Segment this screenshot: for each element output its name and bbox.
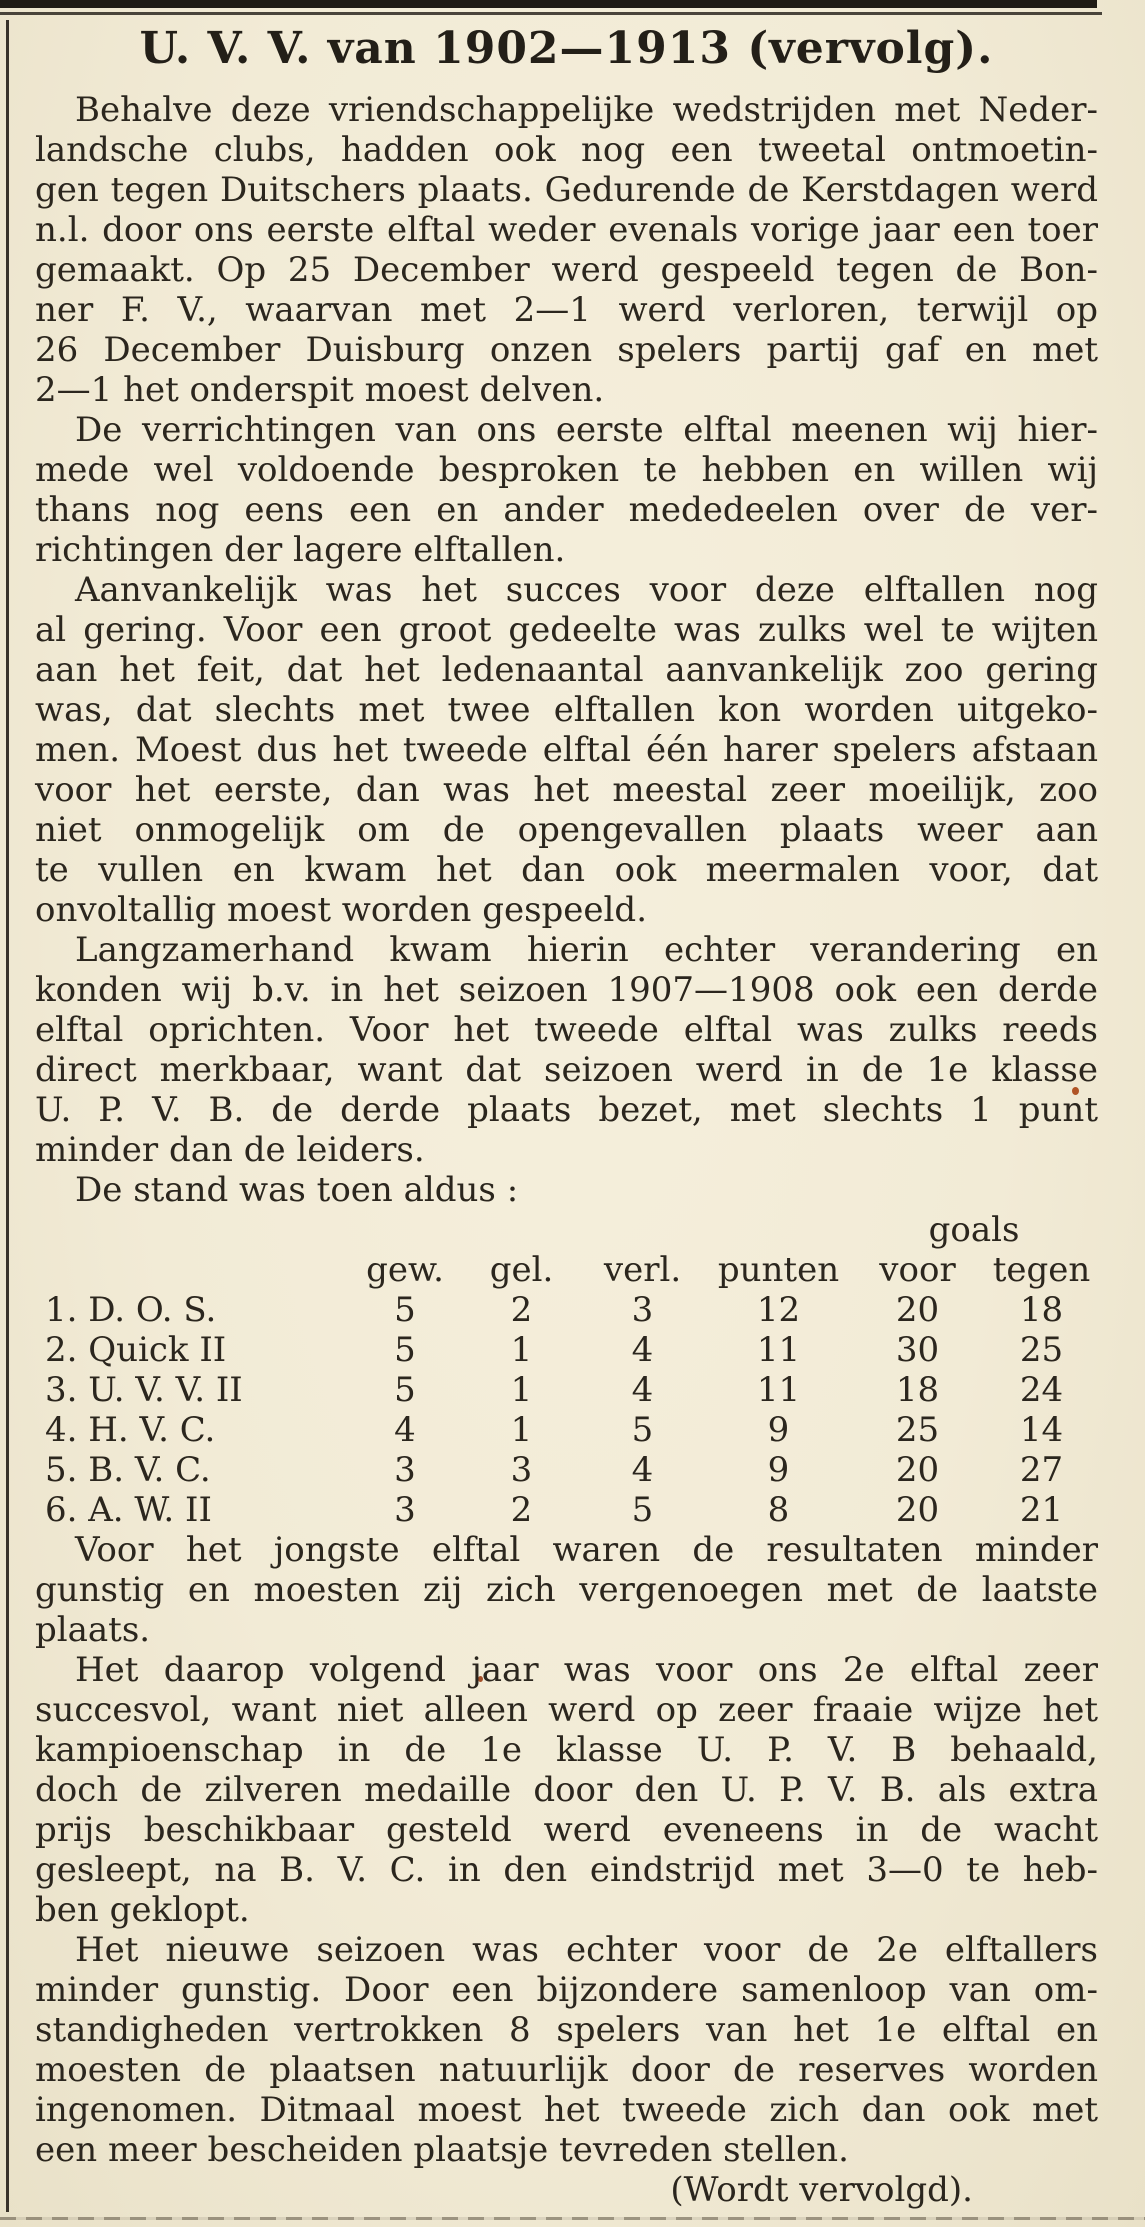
text-line: landsche clubs, hadden ook nog een tweetal ontmoetin- <box>35 130 1098 170</box>
column-divider-rule <box>6 20 9 2212</box>
table-cell: 1 <box>510 1410 533 1450</box>
paragraph <box>35 570 1098 930</box>
table-cell: 4 <box>631 1370 654 1410</box>
header-thin-rule <box>0 12 1102 15</box>
paragraph <box>35 90 1098 410</box>
table-cell: 3 <box>510 1450 533 1490</box>
text-line: Het daarop volgend jaar was voor ons 2e elftal zeer <box>75 1650 1098 1690</box>
text-line: gen tegen Duitschers plaats. Gedurende de Kerstdagen werd <box>35 170 1098 210</box>
table-cell: 30 <box>895 1330 940 1370</box>
table-cell: 21 <box>1019 1490 1064 1530</box>
table-cell: 2 <box>510 1290 533 1330</box>
paragraph <box>35 1650 1098 1930</box>
text-line: prijs beschikbaar gesteld werd eveneens in de wacht <box>35 1810 1098 1850</box>
table-cell: 4 <box>631 1450 654 1490</box>
paragraph <box>35 930 1098 1170</box>
text-line: gunstig en moesten zij zich vergenoegen met de laatste <box>35 1570 1098 1610</box>
table-cell: 12 <box>756 1290 801 1330</box>
text-line: kampioenschap in de 1e klasse U. P. V. B behaald, <box>35 1730 1098 1770</box>
club-name: 6. A. W. II <box>45 1490 212 1530</box>
continuation-note: (Wordt vervolgd). <box>670 2170 973 2210</box>
text-line: onvoltallig moest worden gespeeld. <box>35 890 647 930</box>
text-line: was, dat slechts met twee elftallen kon worden uitgeko- <box>35 690 1098 730</box>
column-header: gew. <box>366 1250 444 1290</box>
column-header: punten <box>717 1250 840 1290</box>
column-header: tegen <box>992 1250 1091 1290</box>
paragraph <box>35 410 1098 570</box>
column-header: voor <box>879 1250 956 1290</box>
empty-cell <box>45 1250 345 1290</box>
table-cell: 9 <box>767 1410 790 1450</box>
table-cell: 9 <box>767 1450 790 1490</box>
table-cell: 14 <box>1019 1410 1064 1450</box>
column-header-row <box>45 1250 1098 1290</box>
table-cell: 5 <box>394 1370 416 1410</box>
club-name: 5. B. V. C. <box>45 1450 211 1490</box>
text-line: ner F. V., waarvan met 2—1 werd verloren, terwijl op <box>35 290 1098 330</box>
text-line: men. Moest dus het tweede elftal één harer spelers afstaan <box>35 730 1098 770</box>
table-cell: 11 <box>756 1330 801 1370</box>
table-cell: 3 <box>394 1450 416 1490</box>
table-cell: 8 <box>767 1490 790 1530</box>
text-line: mede wel voldoende besproken te hebben en willen wij <box>35 450 1098 490</box>
text-line: U. P. V. B. de derde plaats bezet, met slechts 1 punt <box>35 1090 1098 1130</box>
paragraph <box>35 1930 1098 2170</box>
text-line: Behalve deze vriendschappelijke wedstrijden met Neder- <box>75 90 1098 130</box>
text-line: te vullen en kwam het dan ook meermalen voor, dat <box>35 850 1098 890</box>
paragraph <box>35 1170 1098 1210</box>
table-cell: 3 <box>631 1290 654 1330</box>
text-line: Aanvankelijk was het succes voor deze elftallen nog <box>75 570 1098 610</box>
header-thick-rule <box>0 0 1097 8</box>
table-cell: 5 <box>394 1290 416 1330</box>
text-line: doch de zilveren medaille door den U. P. V. B. als extra <box>35 1770 1098 1810</box>
club-name: 1. D. O. S. <box>45 1290 217 1330</box>
table-cell: 20 <box>895 1490 940 1530</box>
table-cell: 20 <box>895 1450 940 1490</box>
text-line: konden wij b.v. in het seizoen 1907—1908 ook een derde <box>35 970 1098 1010</box>
table-cell: 2 <box>510 1490 533 1530</box>
text-line: De stand was toen aldus : <box>75 1170 519 1210</box>
table-cell: 20 <box>895 1290 940 1330</box>
text-line: De verrichtingen van ons eerste elftal meenen wij hier- <box>75 410 1098 450</box>
standings-row <box>45 1370 1098 1410</box>
text-line: Voor het jongste elftal waren de resultaten minder <box>75 1530 1098 1570</box>
club-name: 3. U. V. V. II <box>45 1370 243 1410</box>
text-line: al gering. Voor een groot gedeelte was zulks wel te wijten <box>35 610 1098 650</box>
text-line: een meer bescheiden plaatsje tevreden stellen. <box>35 2130 849 2170</box>
page-title: U. V. V. van 1902—1913 (vervolg). <box>139 23 994 74</box>
text-line: ben geklopt. <box>35 1890 250 1930</box>
table-cell: 27 <box>1019 1450 1064 1490</box>
standings-row <box>45 1490 1098 1530</box>
text-line: gemaakt. Op 25 December werd gespeeld tegen de Bon- <box>35 250 1098 290</box>
standings-row <box>45 1290 1098 1330</box>
text-line: direct merkbaar, want dat seizoen werd in de 1e klasse <box>35 1050 1098 1090</box>
table-cell: 1 <box>510 1330 533 1370</box>
goals-header-row <box>45 1210 1098 1250</box>
bottom-edge-rule <box>0 2217 1145 2220</box>
table-cell: 5 <box>631 1490 654 1530</box>
table-cell: 25 <box>1019 1330 1064 1370</box>
article <box>35 24 1098 2210</box>
table-cell: 5 <box>394 1330 416 1370</box>
text-line: n.l. door ons eerste elftal weder evenals vorige jaar een toer <box>35 210 1098 250</box>
table-cell: 25 <box>895 1410 940 1450</box>
text-line: plaats. <box>35 1610 151 1650</box>
text-line: thans nog eens een en ander mededeelen over de ver- <box>35 490 1098 530</box>
table-cell: 4 <box>394 1410 416 1450</box>
table-cell: 5 <box>631 1410 654 1450</box>
text-line: Langzamerhand kwam hierin echter verandering en <box>75 930 1098 970</box>
text-line: standigheden vertrokken 8 spelers van het 1e elftal en <box>35 2010 1098 2050</box>
goals-label: goals <box>928 1210 1020 1250</box>
text-line: succesvol, want niet alleen werd op zeer fraaie wijze het <box>35 1690 1098 1730</box>
text-line: niet onmogelijk om de opengevallen plaats weer aan <box>35 810 1098 850</box>
text-line: gesleept, na B. V. C. in den eindstrijd met 3—0 te heb- <box>35 1850 1098 1890</box>
text-line: elftal oprichten. Voor het tweede elftal was zulks reeds <box>35 1010 1098 1050</box>
table-cell: 24 <box>1019 1370 1064 1410</box>
text-line: minder gunstig. Door een bijzondere samenloop van om- <box>35 1970 1098 2010</box>
table-cell: 18 <box>1019 1290 1064 1330</box>
text-line: aan het feit, dat het ledenaantal aanvankelijk zoo gering <box>35 650 1098 690</box>
column-header: verl. <box>603 1250 682 1290</box>
text-line: 2—1 het onderspit moest delven. <box>35 370 605 410</box>
text-line: Het nieuwe seizoen was echter voor de 2e elftallers <box>75 1930 1098 1970</box>
standings-row <box>45 1410 1098 1450</box>
table-cell: 11 <box>756 1370 801 1410</box>
text-line: ingenomen. Ditmaal moest het tweede zich dan ook met <box>35 2090 1098 2130</box>
club-name: 2. Quick II <box>45 1330 227 1370</box>
column-header: gel. <box>489 1250 554 1290</box>
table-cell: 18 <box>895 1370 940 1410</box>
empty-cell <box>45 1210 850 1250</box>
table-cell: 4 <box>631 1330 654 1370</box>
standings-table <box>45 1210 1098 1530</box>
table-cell: 1 <box>510 1370 533 1410</box>
table-cell: 3 <box>394 1490 416 1530</box>
text-line: moesten de plaatsen natuurlijk door de reserves worden <box>35 2050 1098 2090</box>
club-name: 4. H. V. C. <box>45 1410 216 1450</box>
text-line: richtingen der lagere elftallen. <box>35 530 566 570</box>
standings-row <box>45 1330 1098 1370</box>
standings-row <box>45 1450 1098 1490</box>
text-line: 26 December Duisburg onzen spelers partij gaf en met <box>35 330 1098 370</box>
text-line: voor het eerste, dan was het meestal zeer moeilijk, zoo <box>35 770 1098 810</box>
paragraph <box>35 1530 1098 1650</box>
text-line: minder dan de leiders. <box>35 1130 425 1170</box>
